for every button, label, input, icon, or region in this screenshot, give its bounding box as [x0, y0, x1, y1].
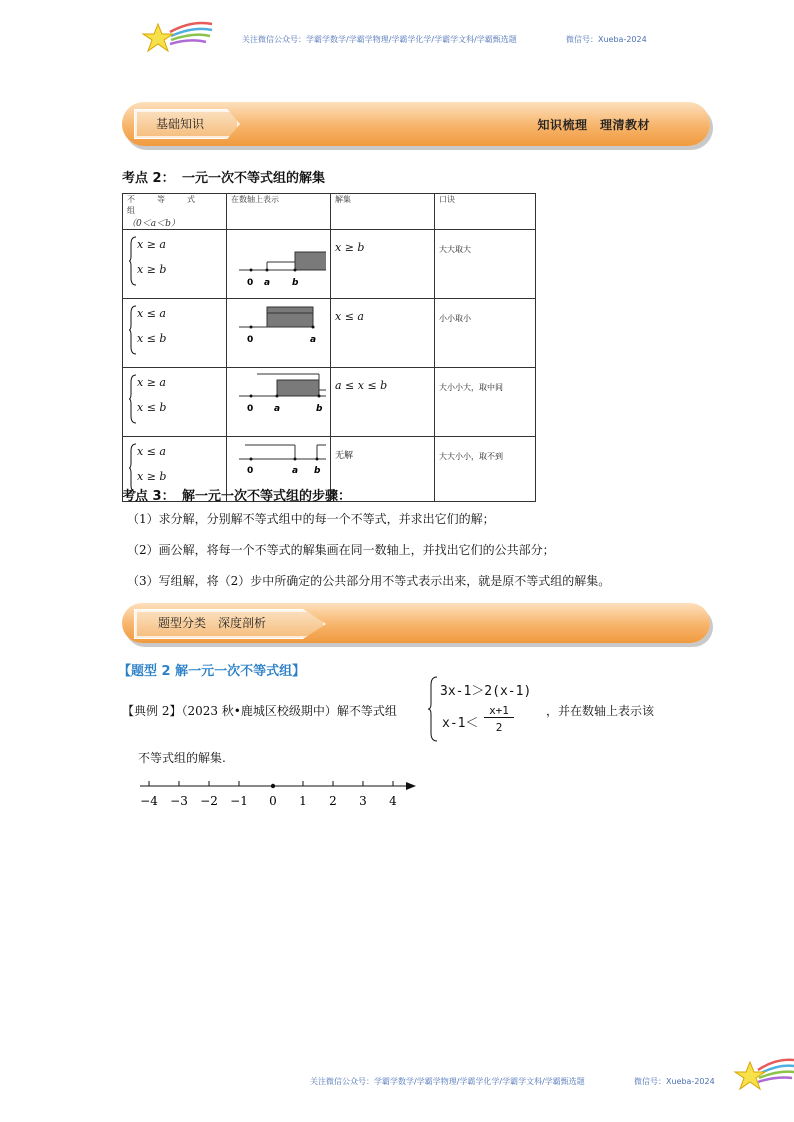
number-line-diagram	[227, 368, 326, 432]
inequality-system	[123, 368, 226, 432]
svg-text:2: 2	[329, 794, 337, 808]
example-inequality-2-left: x-1＜	[442, 716, 479, 731]
point3-label: 考点 3：	[122, 489, 175, 504]
inequality-2: x ≤ b	[137, 332, 167, 345]
rhyme: 大大取大	[439, 245, 471, 254]
inequality-2: x ≥ b	[137, 470, 167, 483]
svg-text:1: 1	[299, 794, 307, 808]
svg-text:4: 4	[389, 794, 397, 808]
svg-text:0: 0	[269, 794, 277, 808]
step-1: （1）求分解，分别解不等式组中的每一个不等式，并求出它们的解；	[127, 512, 495, 526]
solution-set: a ≤ x ≤ b	[335, 379, 388, 392]
example-prefix: 【典例 2】（2023 秋•鹿城区校级期中）解不等式组	[122, 704, 397, 718]
point2-label: 考点 2：	[122, 171, 175, 186]
example-inequality-1: 3x-1＞2(x-1)	[440, 684, 532, 699]
svg-text:0: 0	[247, 335, 254, 345]
rhyme: 大小小大，取中间	[439, 383, 503, 392]
banner-question-types	[122, 603, 710, 643]
header-promo-text: 关注微信公众号：学霸学数学/学霸学物理/学霸学化学/学霸学文科/学霸甄选题	[242, 35, 517, 44]
footer-promo-text: 关注微信公众号：学霸学数学/学霸学物理/学霸学化学/学霸学文科/学霸甄选题	[310, 1077, 585, 1086]
svg-text:−2: −2	[200, 794, 218, 808]
header-system: 不 等 式 组 （0＜a＜b）	[123, 194, 227, 230]
star-logo-bottom	[730, 1052, 794, 1096]
solution-set: x ≤ a	[335, 310, 364, 323]
table-row	[123, 230, 536, 299]
banner-basic-knowledge	[122, 102, 710, 146]
inequality-1: x ≥ a	[137, 238, 166, 251]
inequality-1: x ≤ a	[137, 445, 166, 458]
solution-set: 无解	[335, 451, 354, 461]
banner-tag-label: 题型分类 深度剖析	[158, 616, 267, 630]
footer-wechat-id: 微信号：Xueba-2024	[634, 1077, 715, 1086]
svg-text:0: 0	[247, 466, 254, 476]
number-line-diagram	[227, 230, 326, 294]
header-rhyme: 口诀	[435, 194, 536, 230]
svg-text:a: a	[274, 404, 281, 414]
inequality-1: x ≤ a	[137, 307, 166, 320]
point3-title: 解一元一次不等式组的步骤：	[182, 489, 352, 504]
fraction-denominator: 2	[495, 721, 503, 734]
svg-text:a: a	[264, 278, 271, 288]
header-wechat-id: 微信号：Xueba-2024	[566, 35, 647, 44]
inequality-2: x ≥ b	[137, 263, 167, 276]
number-line-diagram	[227, 299, 326, 363]
inequality-system	[123, 299, 226, 363]
step-3: （3）写组解，将（2）步中所确定的公共部分用不等式表示出来，就是原不等式组的解集。	[127, 574, 611, 588]
rhyme: 大大小小，取不到	[439, 452, 503, 461]
table-row	[123, 299, 536, 368]
svg-text:0: 0	[247, 404, 254, 414]
svg-text:−1: −1	[230, 794, 248, 808]
banner-right-label: 知识梳理 理清教材	[537, 118, 650, 132]
type2-title: 【题型 2 解一元一次不等式组】	[118, 664, 306, 679]
brace-icon	[428, 676, 438, 742]
header-solution: 解集	[331, 194, 435, 230]
svg-text:−4: −4	[140, 794, 158, 808]
inequality-2: x ≤ b	[137, 401, 167, 414]
banner-tag-label: 基础知识	[156, 117, 205, 131]
svg-text:b: b	[292, 278, 299, 288]
inequality-1: x ≥ a	[137, 376, 166, 389]
svg-text:a: a	[310, 335, 317, 345]
brace-icon	[129, 236, 137, 286]
svg-text:a: a	[292, 466, 299, 476]
solution-set-table	[122, 193, 536, 502]
point2-title: 一元一次不等式组的解集	[182, 171, 326, 186]
brace-icon	[129, 305, 137, 355]
svg-text:0: 0	[247, 278, 254, 288]
svg-text:−3: −3	[170, 794, 188, 808]
rhyme: 小小取小	[439, 314, 471, 323]
inequality-system	[123, 230, 226, 294]
example-suffix: ，并在数轴上表示该	[546, 704, 655, 718]
star-logo-top	[140, 18, 215, 58]
table-header-row	[123, 194, 536, 230]
step-2: （2）画公解，将每一个不等式的解集画在同一数轴上，并找出它们的公共部分；	[127, 543, 555, 557]
header-number-line: 在数轴上表示	[227, 194, 331, 230]
svg-text:b: b	[316, 404, 323, 414]
fraction-numerator: x+1	[484, 704, 514, 718]
svg-text:3: 3	[359, 794, 367, 808]
solution-set: x ≥ b	[335, 241, 365, 254]
example-continuation: 不等式组的解集.	[138, 751, 226, 765]
svg-text:b: b	[314, 466, 321, 476]
brace-icon	[129, 374, 137, 424]
answer-number-line	[140, 776, 420, 810]
table-row	[123, 368, 536, 437]
